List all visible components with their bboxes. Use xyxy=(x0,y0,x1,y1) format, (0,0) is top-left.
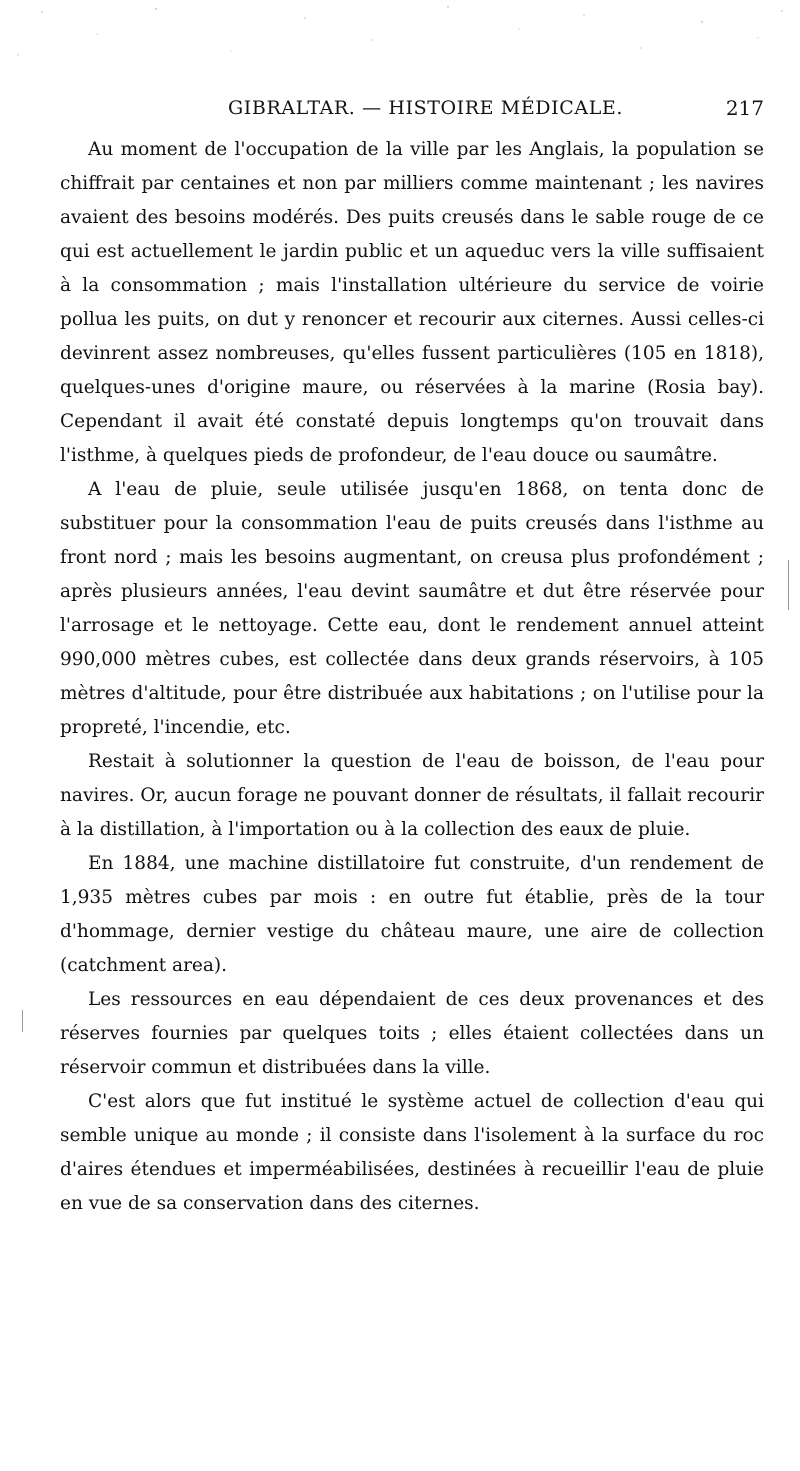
paragraph-text: Au moment de l'occupation de la ville par les Anglais, la population se chiffrait par centaines et non par milliers comme maintenant ; les navires avaient des besoins modérés. Des puits creusés dans le sable rouge de ce qui est actuellement le jardin public et un aqueduc vers la ville suffisaient à la consommation ; mais l'installation ultérieure du service de voirie pollua les puits, on dut y renoncer et recourir aux citernes. Aussi celles-ci devinrent assez nombreuses, qu'elles fussent particulières (105 en 1818), quelques-unes d'origine maure, ou réservées à la marine (Rosia bay). Cependant il avait été constaté depuis longtemps qu'on trouvait dans l'isthme, à quelques pieds de profondeur, de l'eau douce ou saumâtre. xyxy=(60,139,764,466)
running-header xyxy=(60,93,764,127)
paragraph-text: Restait à solutionner la question de l'eau de boisson, de l'eau pour navires. Or, aucun forage ne pouvant donner de résultats, il fallait recourir à la distillation, à l'importation ou à la collection des eaux de pluie. xyxy=(60,751,764,840)
paragraph xyxy=(60,745,764,847)
paragraph-text: Les ressources en eau dépendaient de ces deux provenances et des réserves fournies par quelques toits ; elles étaient collectées dans un réservoir commun et distribuées dans la ville. xyxy=(60,989,764,1078)
paragraph xyxy=(60,473,764,745)
running-title: GIBRALTAR. — HISTOIRE MÉDICALE. xyxy=(228,97,624,119)
paragraph-text: A l'eau de pluie, seule utilisée jusqu'en 1868, on tenta donc de substituer pour la consommation l'eau de puits creusés dans l'isthme au front nord ; mais les besoins augmentant, on creusa plus profondément ; après plusieurs années, l'eau devint saumâtre et dut être réservée pour l'arrosage et le nettoyage. Cette eau, dont le rendement annuel atteint 990,000 mètres cubes, est collectée dans deux grands réservoirs, à 105 mètres d'altitude, pour être distribuée aux habitations ; on l'utilise pour la propreté, l'incendie, etc. xyxy=(60,479,764,738)
paragraph xyxy=(60,847,764,983)
paragraph-text: C'est alors que fut institué le système actuel de collection d'eau qui semble unique au monde ; il consiste dans l'isolement à la surface du roc d'aires étendues et imperméabilisées, destinées à recueillir l'eau de pluie en vue de sa conservation dans des citernes. xyxy=(60,1091,764,1214)
paragraph xyxy=(60,133,764,473)
body-text xyxy=(60,133,764,1221)
paragraph-text: En 1884, une machine distillatoire fut construite, d'un rendement de 1,935 mètres cubes par mois : en outre fut établie, près de la tour d'hommage, dernier vestige du château maure, une aire de collection (catchment area). xyxy=(60,853,764,976)
paragraph xyxy=(60,983,764,1085)
margin-scratch-mark xyxy=(22,1010,23,1032)
paper-speckle-texture xyxy=(0,0,800,80)
margin-scratch-mark xyxy=(788,560,789,610)
page-number: 217 xyxy=(725,96,764,120)
paragraph xyxy=(60,1085,764,1221)
